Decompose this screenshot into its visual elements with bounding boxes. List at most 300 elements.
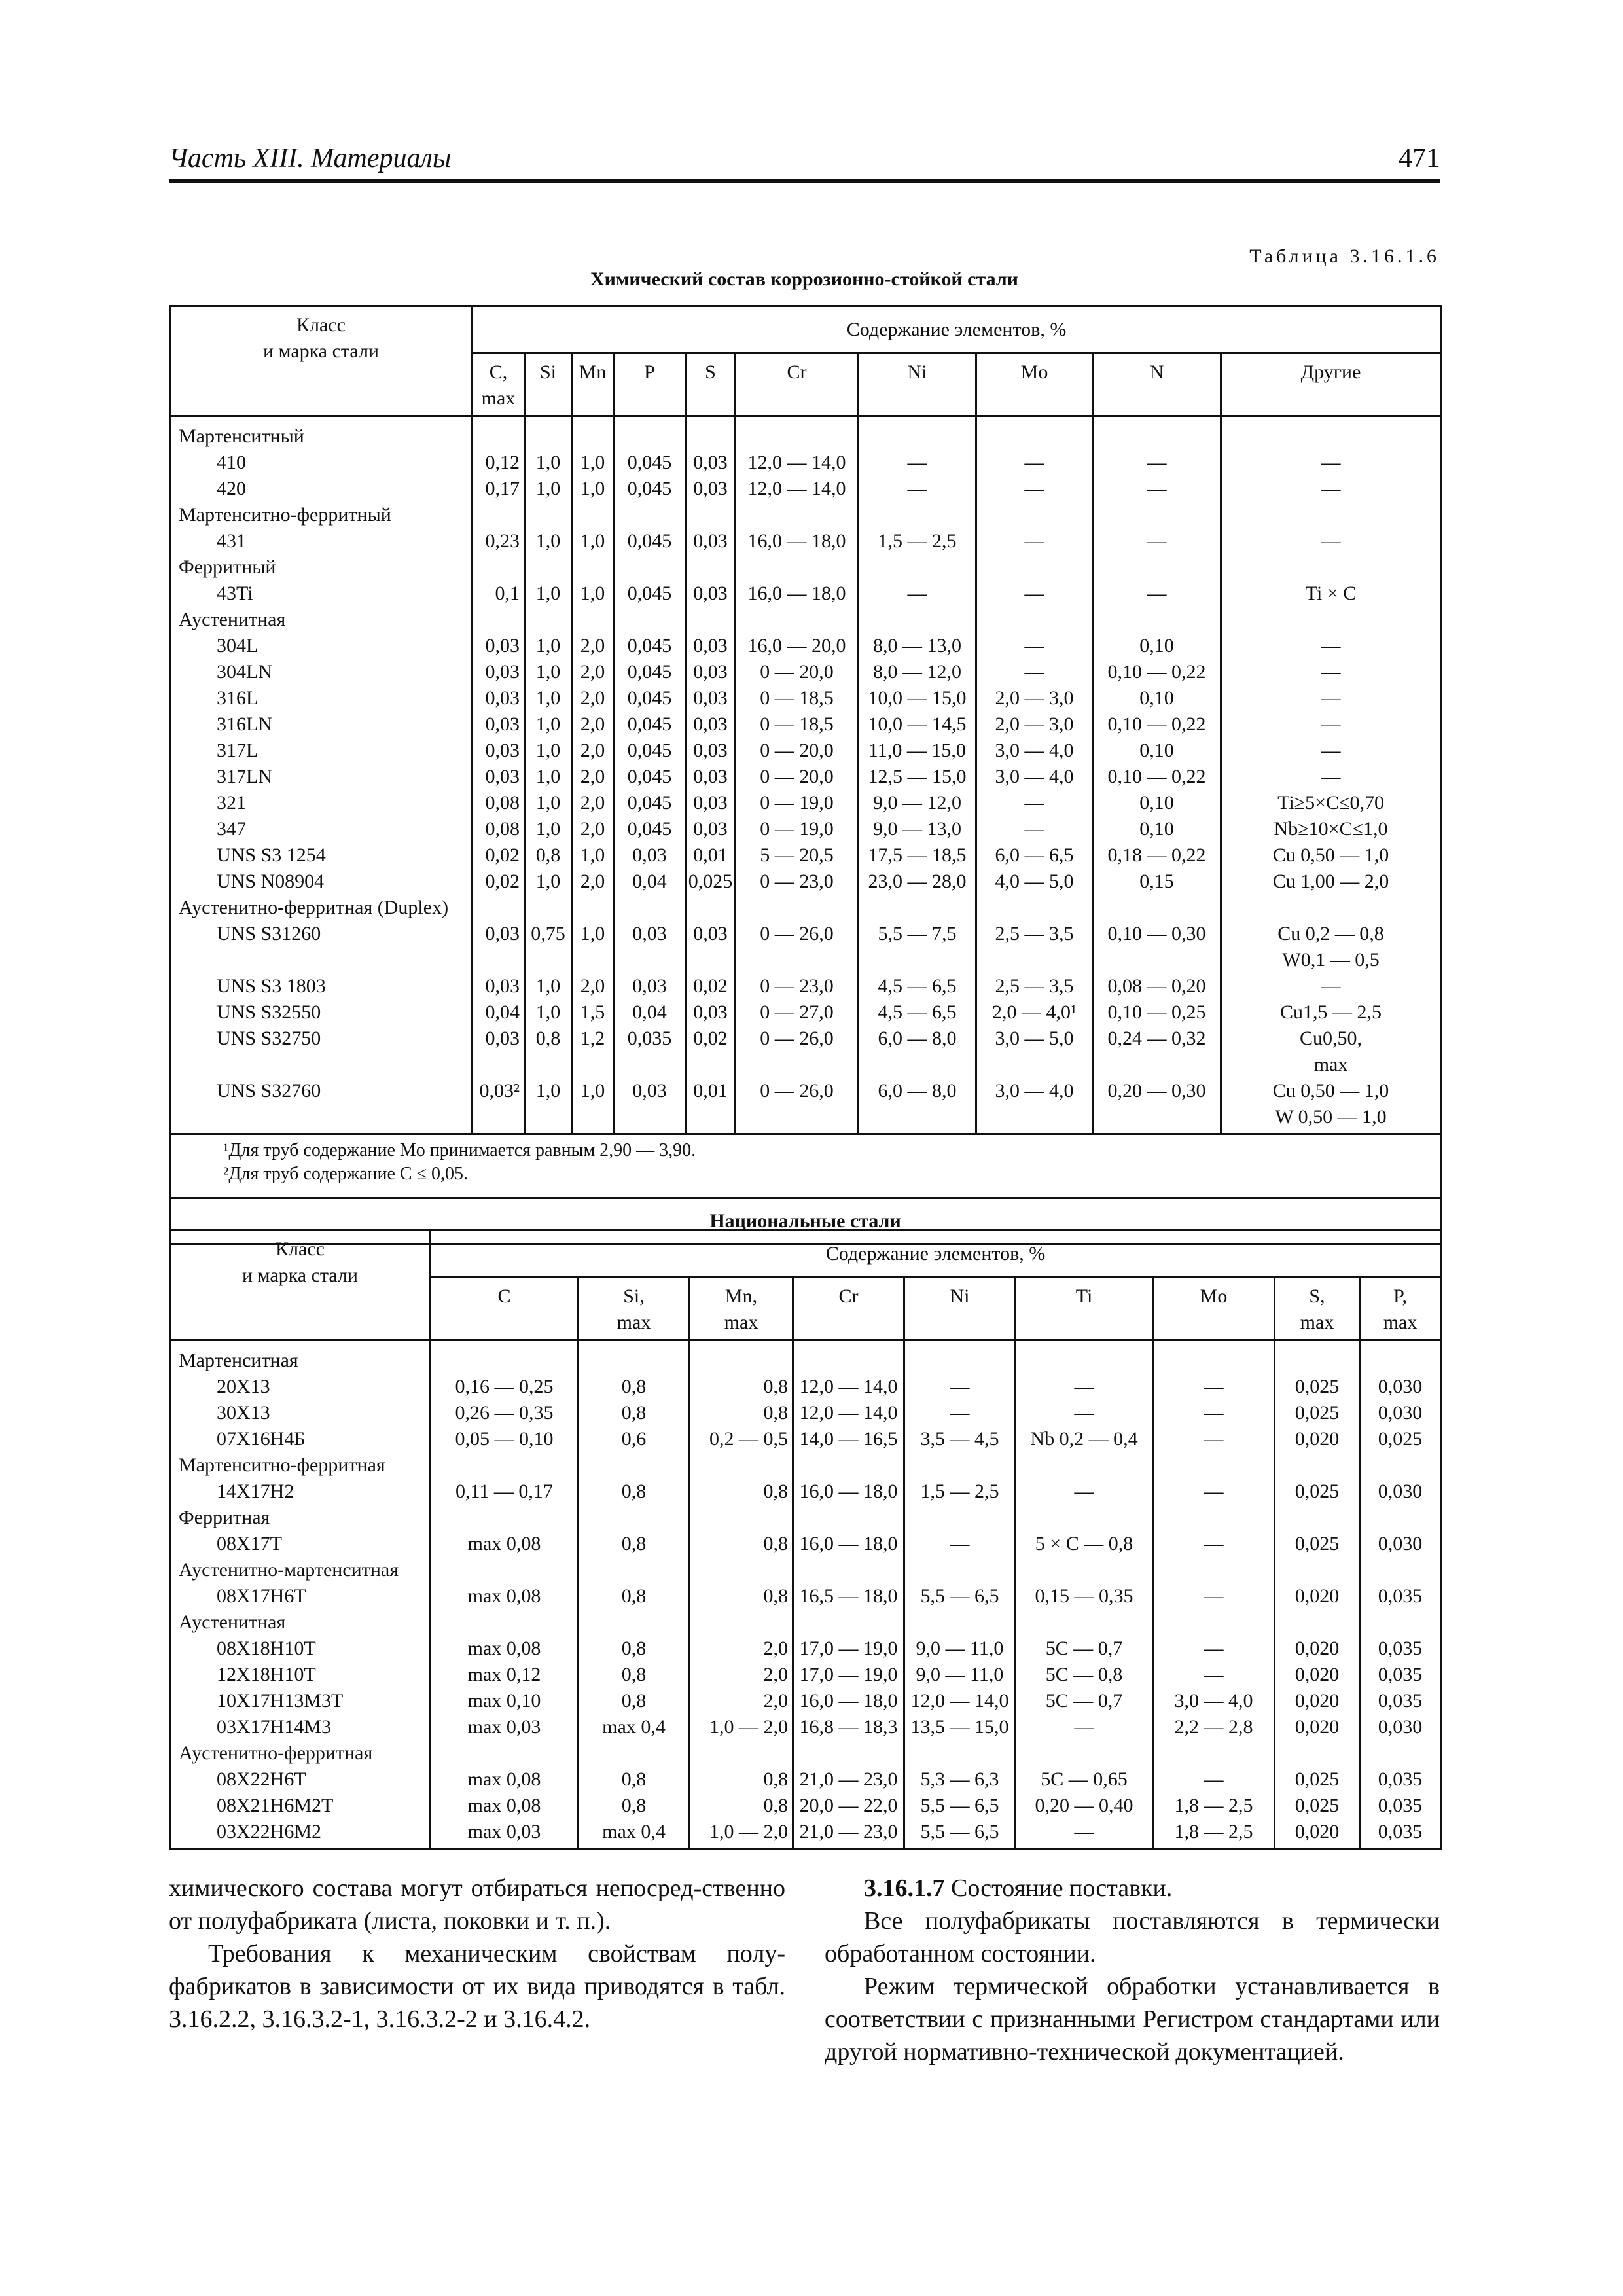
- table-cell: 0 — 26,0: [760, 1080, 834, 1102]
- table-cell: 0,12: [485, 452, 520, 473]
- table-cell: 0,02: [693, 1028, 728, 1049]
- table-cell: [859, 423, 975, 450]
- table-cell: [615, 1104, 685, 1130]
- table-cell: [573, 554, 613, 581]
- table-cell: [736, 554, 857, 581]
- table-cell: —: [1204, 1480, 1224, 1502]
- table-cell: 1,0: [580, 583, 605, 604]
- table-cell: 2,0: [580, 713, 605, 735]
- column-header: S: [686, 353, 736, 416]
- table-cell: 3,0 — 4,0: [995, 1080, 1074, 1102]
- table-cell: [736, 895, 857, 921]
- table-cell: 0,02: [485, 844, 520, 866]
- table-cell: 2,5 — 3,5: [995, 975, 1074, 997]
- table-cell: Nb 0,2 — 0,4: [1030, 1428, 1138, 1450]
- table-cell: 0,8: [763, 1795, 788, 1816]
- column-header: Ni: [904, 1278, 1016, 1340]
- table-cell: [977, 554, 1092, 581]
- column-header: Cr: [793, 1278, 904, 1340]
- table-cell: [615, 554, 685, 581]
- table-cell: 0,03: [693, 661, 728, 683]
- table-cell: [905, 1348, 1014, 1374]
- table-cell: 13,5 — 15,0: [910, 1716, 1009, 1738]
- table-cell: 0,18 — 0,22: [1107, 844, 1206, 866]
- table-cell: 0 — 19,0: [760, 792, 834, 814]
- table-cell: [1094, 502, 1220, 528]
- table-cell: 1,0: [580, 923, 605, 944]
- table-cell: [526, 947, 571, 973]
- table-cell: —: [950, 1402, 970, 1424]
- table-cell: [431, 1505, 577, 1531]
- footnotes: [170, 1134, 1441, 1198]
- column-header: P, max: [1360, 1278, 1441, 1340]
- national-steels-title: Национальные стали: [170, 1198, 1441, 1244]
- column-header: Si: [525, 353, 572, 416]
- table-cell: 0,16 — 0,25: [455, 1376, 554, 1397]
- table-cell: 0,01: [693, 1080, 728, 1102]
- table-cell: 3,0 — 4,0: [995, 740, 1074, 761]
- table-cell: [736, 1052, 857, 1078]
- table-cell: 0,025: [1294, 1533, 1340, 1554]
- table-cell: 1,0: [535, 740, 561, 761]
- table-cell: 0,03: [693, 452, 728, 473]
- table-cell: [615, 895, 685, 921]
- table-cell: 0,02: [485, 870, 520, 892]
- table-cell: 0,045: [627, 635, 672, 656]
- table-cell: —: [950, 1533, 970, 1554]
- table-cell: —: [1321, 661, 1341, 683]
- table-cell: 1,0: [535, 1001, 561, 1023]
- table-cell: 0 — 23,0: [760, 870, 834, 892]
- table-cell: [573, 1052, 613, 1078]
- table-cell: 0,035: [1378, 1690, 1423, 1712]
- table-cell: [736, 502, 857, 528]
- table-cell: 0,03: [485, 975, 520, 997]
- table-cell: [1275, 1348, 1359, 1374]
- table-cell: 0,8: [763, 1585, 788, 1607]
- table-cell: —: [1321, 740, 1341, 761]
- table-cell: [905, 1740, 1014, 1767]
- grade-label: 410: [217, 452, 246, 473]
- table-cell: —: [1321, 713, 1341, 735]
- table-cell: 1,0: [535, 975, 561, 997]
- table-cell: Cu 0,50 — 1,0: [1272, 844, 1389, 866]
- table-cell: 2,0: [580, 740, 605, 761]
- table-cell: [690, 1505, 792, 1531]
- table-cell: 0,10: [1139, 792, 1174, 814]
- table-cell: 0,03: [693, 713, 728, 735]
- table-cell: [431, 1609, 577, 1636]
- table-cell: 1,5: [580, 1001, 605, 1023]
- table-cell: 1,0: [535, 530, 561, 552]
- table-cell: [1094, 554, 1220, 581]
- table-cell: [687, 947, 734, 973]
- table-cell: 0,025: [1294, 1402, 1340, 1424]
- table-cell: 1,5 — 2,5: [878, 530, 957, 552]
- table-cell: [736, 607, 857, 633]
- table-cell: [1222, 423, 1440, 450]
- table-cell: [1094, 607, 1220, 633]
- table-cell: 2,0: [763, 1664, 788, 1685]
- table-cell: —: [1024, 792, 1044, 814]
- table-cell: W 0,50 — 1,0: [1275, 1106, 1387, 1128]
- table-cell: 0 — 20,0: [760, 766, 834, 787]
- table-cell: max 0,12: [467, 1664, 541, 1685]
- table-cell: 0,03: [693, 818, 728, 840]
- table-cell: 5,5 — 6,5: [920, 1821, 999, 1842]
- table-cell: Cu 0,2 — 0,8: [1277, 923, 1384, 944]
- table-cell: 0 — 19,0: [760, 818, 834, 840]
- grade-label: 20Х13: [217, 1376, 270, 1397]
- table-cell: 0,03: [485, 766, 520, 787]
- table-cell: 2,0: [580, 975, 605, 997]
- table-cell: 0,24 — 0,32: [1107, 1028, 1206, 1049]
- table-cell: 1,8 — 2,5: [1174, 1795, 1253, 1816]
- table-cell: [905, 1557, 1014, 1583]
- table-cell: [1094, 947, 1220, 973]
- table-cell: 0,2 — 0,5: [709, 1428, 788, 1450]
- table-cell: [687, 1104, 734, 1130]
- grade-label: 304LN: [217, 661, 272, 683]
- table-cell: 0 — 20,0: [760, 661, 834, 683]
- table-cell: 0,8: [621, 1795, 647, 1816]
- table-cell: 17,0 — 19,0: [799, 1664, 898, 1685]
- table-cell: 0,8: [763, 1768, 788, 1790]
- table-cell: 0,8: [621, 1664, 647, 1685]
- table-cell: 0,04: [632, 870, 667, 892]
- national-steels-table: [169, 1229, 1442, 1850]
- table-cell: 0,04: [485, 1001, 520, 1023]
- table-cell: 0,6: [621, 1428, 647, 1450]
- table-cell: 0,1: [495, 583, 520, 604]
- table-cell: [1222, 607, 1440, 633]
- table-cell: max 0,10: [467, 1690, 541, 1712]
- table-cell: [977, 423, 1092, 450]
- table-cell: [1154, 1348, 1274, 1374]
- table-cell: 0,03: [693, 687, 728, 709]
- group-label: Мартенситно-ферритный: [179, 504, 391, 526]
- table-cell: [579, 1557, 688, 1583]
- table-cell: 0,15: [1139, 870, 1174, 892]
- table-cell: [1094, 1052, 1220, 1078]
- table-cell: 0 — 18,5: [760, 687, 834, 709]
- table-cell: 0,025: [1294, 1795, 1340, 1816]
- table-cell: [526, 423, 571, 450]
- grade-label: UNS S32760: [217, 1080, 321, 1102]
- table-cell: [794, 1609, 903, 1636]
- paragraph: химического состава могут отбираться непосред-ственно от полуфабриката (листа, поковки и т. п.).: [169, 1874, 785, 1935]
- table-cell: 0,03: [485, 713, 520, 735]
- table-cell: 2,0 — 3,0: [995, 713, 1074, 735]
- table-cell: —: [1321, 975, 1341, 997]
- table-cell: —: [1074, 1376, 1094, 1397]
- table-cell: —: [1321, 452, 1341, 473]
- grade-label: UNS S32550: [217, 1001, 321, 1023]
- table-cell: 0,03: [693, 583, 728, 604]
- table-cell: —: [1074, 1402, 1094, 1424]
- table-cell: 16,5 — 18,0: [799, 1585, 898, 1607]
- table-cell: [615, 947, 685, 973]
- table-cell: 0,02: [693, 975, 728, 997]
- table-cell: —: [1147, 583, 1167, 604]
- table-cell: [690, 1452, 792, 1479]
- table-cell: 0,8: [535, 1028, 561, 1049]
- table-cell: 3,5 — 4,5: [920, 1428, 999, 1450]
- grade-label: [171, 1104, 471, 1130]
- column-header: Ni: [859, 353, 976, 416]
- content-header-2: Содержание элементов, %: [431, 1230, 1441, 1278]
- table-cell: 0,020: [1294, 1638, 1340, 1659]
- table-cell: 1,0: [535, 870, 561, 892]
- table-cell: 0,035: [627, 1028, 672, 1049]
- table-cell: [573, 502, 613, 528]
- table-cell: [473, 895, 524, 921]
- table-cell: [1275, 1557, 1359, 1583]
- table-cell: 6,0 — 8,0: [878, 1080, 957, 1102]
- table-cell: 9,0 — 12,0: [873, 792, 961, 814]
- table-cell: 1,0: [535, 583, 561, 604]
- table-cell: [794, 1740, 903, 1767]
- table-cell: 4,5 — 6,5: [878, 975, 957, 997]
- table-cell: [473, 947, 524, 973]
- grade-label: UNS S3 1803: [217, 975, 326, 997]
- paragraph: Режим термической обработки устанавливается в соответствии с признанными Регистром стандартами или другой нормативно-технической документацией.: [825, 1973, 1440, 2066]
- table-cell: [573, 1104, 613, 1130]
- table-cell: max 0,4: [602, 1821, 666, 1842]
- table-cell: 3,0 — 4,0: [1174, 1690, 1253, 1712]
- table-cell: 0,8: [621, 1533, 647, 1554]
- value-column: [1221, 416, 1441, 1134]
- group-label: Ферритный: [179, 556, 276, 578]
- table-cell: 0,10: [1139, 687, 1174, 709]
- table-cell: 1,0: [535, 452, 561, 473]
- table-cell: [1275, 1740, 1359, 1767]
- table-cell: [690, 1609, 792, 1636]
- table-cell: 0,20 — 0,30: [1107, 1080, 1206, 1102]
- table-cell: [687, 895, 734, 921]
- table-cell: 2,0: [580, 766, 605, 787]
- table-cell: 0,03: [632, 844, 667, 866]
- table-cell: [473, 502, 524, 528]
- table-cell: 0,10 — 0,30: [1107, 923, 1206, 944]
- table-cell: —: [1024, 818, 1044, 840]
- table-cell: 2,0: [763, 1690, 788, 1712]
- grade-label: UNS S32750: [217, 1028, 321, 1049]
- table-cell: —: [1024, 530, 1044, 552]
- column-header: Mn, max: [690, 1278, 793, 1340]
- table-cell: 0,8: [621, 1690, 647, 1712]
- table-cell: [859, 895, 975, 921]
- table-cell: [431, 1348, 577, 1374]
- table-cell: 16,0 — 18,0: [799, 1533, 898, 1554]
- table-cell: [1016, 1505, 1152, 1531]
- table-cell: 0,03: [693, 923, 728, 944]
- table-cell: 5,5 — 6,5: [920, 1795, 999, 1816]
- column-header: Другие: [1221, 353, 1441, 416]
- value-column: [690, 1340, 793, 1849]
- table-cell: 16,0 — 18,0: [747, 583, 846, 604]
- value-column: [736, 416, 859, 1134]
- table-cell: 0,03: [693, 1001, 728, 1023]
- table-cell: [1154, 1557, 1274, 1583]
- table-cell: [1154, 1505, 1274, 1531]
- table-cell: 16,8 — 18,3: [799, 1716, 898, 1738]
- table-cell: 0,8: [621, 1376, 647, 1397]
- table-cell: 0,045: [627, 583, 672, 604]
- table-cell: 1,0: [580, 452, 605, 473]
- table-cell: [1361, 1348, 1440, 1374]
- column-header: S, max: [1275, 1278, 1360, 1340]
- column-header: Mo: [976, 353, 1093, 416]
- grade-label: 304L: [217, 635, 259, 656]
- table-cell: 0 — 23,0: [760, 975, 834, 997]
- table-cell: [1154, 1740, 1274, 1767]
- table-cell: —: [1204, 1638, 1224, 1659]
- table-cell: max 0,4: [602, 1716, 666, 1738]
- grade-label: 07Х16Н4Б: [217, 1428, 306, 1450]
- table-cell: [905, 1505, 1014, 1531]
- table-cell: 2,0 — 3,0: [995, 687, 1074, 709]
- table-cell: 1,0: [580, 1080, 605, 1102]
- table-cell: 1,0 — 2,0: [709, 1821, 788, 1842]
- table-cell: —: [1024, 635, 1044, 656]
- table-cell: 1,0: [535, 1080, 561, 1102]
- table-cell: 0,8: [535, 844, 561, 866]
- table-cell: 0,03: [693, 766, 728, 787]
- section-heading: [825, 1872, 1440, 1905]
- table-cell: max 0,08: [467, 1638, 541, 1659]
- column-header: Si, max: [579, 1278, 690, 1340]
- table-cell: 0,26 — 0,35: [455, 1402, 554, 1424]
- table-cell: [687, 554, 734, 581]
- table-cell: 0,020: [1294, 1690, 1340, 1712]
- table-cell: 0 — 26,0: [760, 923, 834, 944]
- table-cell: 0,8: [621, 1480, 647, 1502]
- table-cell: 0,10 — 0,25: [1107, 1001, 1206, 1023]
- table-cell: 1,0: [580, 844, 605, 866]
- table-cell: 0,035: [1378, 1638, 1423, 1659]
- table-cell: 0,045: [627, 478, 672, 499]
- grade-label: 316L: [217, 687, 259, 709]
- column-header: C, max: [473, 353, 525, 416]
- table-cell: 0,10 — 0,22: [1107, 766, 1206, 787]
- table-cell: 0,030: [1378, 1376, 1423, 1397]
- table-cell: —: [1204, 1428, 1224, 1450]
- table-cell: 0,045: [627, 687, 672, 709]
- table-cell: [431, 1557, 577, 1583]
- table-cell: 2,0: [580, 792, 605, 814]
- table-cell: [1016, 1348, 1152, 1374]
- table-cell: 1,0: [535, 687, 561, 709]
- table-cell: [615, 1052, 685, 1078]
- table-cell: 2,2 — 2,8: [1174, 1716, 1253, 1738]
- table-cell: [473, 607, 524, 633]
- table-cell: 21,0 — 23,0: [799, 1821, 898, 1842]
- table-cell: 0,045: [627, 661, 672, 683]
- table-cell: [573, 895, 613, 921]
- column-header: Cr: [736, 353, 859, 416]
- table-cell: —: [1204, 1402, 1224, 1424]
- table-cell: [690, 1557, 792, 1583]
- table-cell: 0,035: [1378, 1795, 1423, 1816]
- table-cell: 0,03: [693, 530, 728, 552]
- table-cell: [859, 947, 975, 973]
- table-cell: [615, 607, 685, 633]
- table-cell: 5,3 — 6,3: [920, 1768, 999, 1790]
- value-column: [614, 416, 686, 1134]
- right-text-column: [825, 1872, 1440, 2068]
- table-cell: 17,0 — 19,0: [799, 1638, 898, 1659]
- content-header: Содержание элементов, %: [473, 306, 1441, 353]
- table-cell: —: [1074, 1821, 1094, 1842]
- grade-label: 43Ti: [217, 583, 253, 604]
- table-cell: 1,0: [535, 792, 561, 814]
- table-cell: 1,0: [535, 766, 561, 787]
- table-cell: 0,23: [485, 530, 520, 552]
- table-cell: 0,03: [485, 1028, 520, 1049]
- table-cell: [1275, 1452, 1359, 1479]
- grade-label: 420: [217, 478, 246, 499]
- table-cell: [736, 1104, 857, 1130]
- table-cell: [526, 1052, 571, 1078]
- table-cell: 0,030: [1378, 1533, 1423, 1554]
- grade-label: 08Х22Н6Т: [217, 1768, 306, 1790]
- table-cell: [1361, 1740, 1440, 1767]
- grade-column-2: [170, 1340, 431, 1849]
- table-cell: [573, 947, 613, 973]
- grade-label: 317LN: [217, 766, 272, 787]
- grade-column: [170, 416, 473, 1134]
- table-cell: 1,0: [535, 478, 561, 499]
- value-column: [431, 1340, 579, 1849]
- table-cell: 5,5 — 6,5: [920, 1585, 999, 1607]
- table-cell: 0,035: [1378, 1768, 1423, 1790]
- table-cell: 0 — 26,0: [760, 1028, 834, 1049]
- table-cell: 1,8 — 2,5: [1174, 1821, 1253, 1842]
- page-header: [169, 143, 1440, 183]
- table-cell: [687, 502, 734, 528]
- table-cell: [473, 1104, 524, 1130]
- table-cell: 10,0 — 15,0: [868, 687, 967, 709]
- table-cell: 5 × C — 0,8: [1035, 1533, 1133, 1554]
- table-cell: 0,8: [763, 1533, 788, 1554]
- table-cell: 0,045: [627, 818, 672, 840]
- table-cell: [1361, 1452, 1440, 1479]
- table-cell: max 0,08: [467, 1795, 541, 1816]
- table-cell: 4,0 — 5,0: [995, 870, 1074, 892]
- table-cell: —: [1024, 583, 1044, 604]
- table-cell: [1154, 1452, 1274, 1479]
- table-cell: max 0,08: [467, 1585, 541, 1607]
- table-cell: 5 — 20,5: [760, 844, 834, 866]
- table-cell: 0,03: [485, 740, 520, 761]
- table-cell: [1016, 1557, 1152, 1583]
- table-cell: —: [907, 583, 927, 604]
- page-number: 471: [1399, 143, 1440, 173]
- table-cell: 0,10 — 0,22: [1107, 661, 1206, 683]
- table-cell: Nb≥10×C≤1,0: [1274, 818, 1388, 840]
- table-cell: [794, 1348, 903, 1374]
- table-cell: Ti≥5×C≤0,70: [1277, 792, 1385, 814]
- table-cell: 5C — 0,7: [1045, 1638, 1123, 1659]
- table-cell: 12,5 — 15,0: [868, 766, 967, 787]
- table-cell: [1094, 895, 1220, 921]
- table-cell: [977, 895, 1092, 921]
- left-text-column: [169, 1872, 785, 2036]
- table-cell: —: [1024, 478, 1044, 499]
- table-cell: [1222, 554, 1440, 581]
- table-cell: [736, 947, 857, 973]
